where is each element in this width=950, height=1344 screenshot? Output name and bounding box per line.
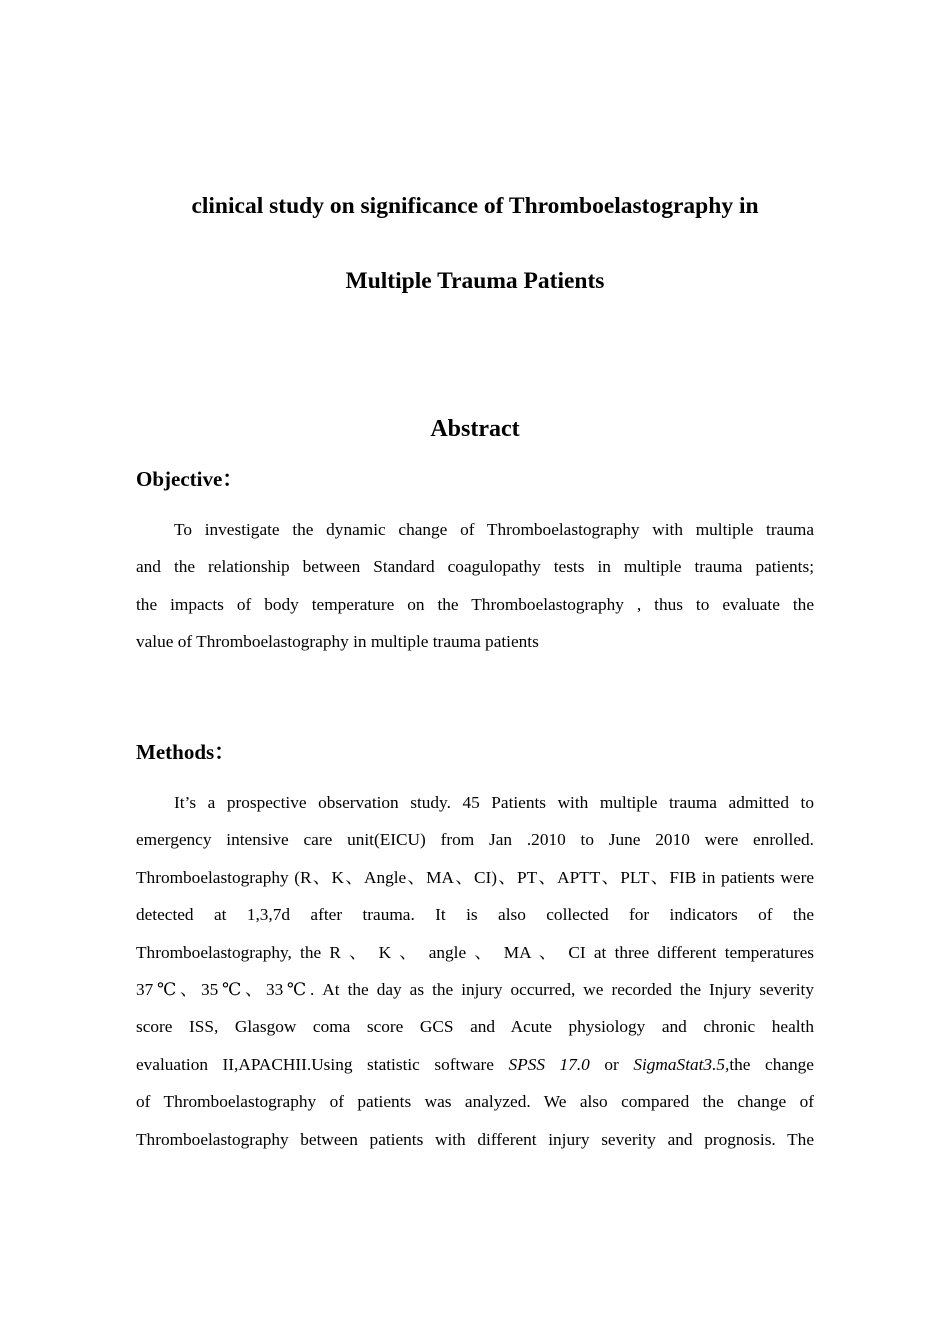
methods-text: or <box>589 1054 634 1074</box>
methods-line: Thromboelastography between patients with different injury severity and prognosis. The <box>136 1129 814 1149</box>
software-name-sigmastat: SigmaStat3.5, <box>633 1054 730 1074</box>
methods-line: 37℃、35℃、33℃. At the day as the injury occurred, we recorded the Injury severity <box>136 979 814 999</box>
methods-paragraph <box>136 791 814 1165</box>
objective-heading: Objective： <box>136 467 244 491</box>
methods-text: evaluation II,APACHII.Using statistic software <box>136 1054 509 1074</box>
methods-line: Thromboelastography, the R 、 K 、 angle 、 MA 、 CI at three different temperatures <box>136 942 814 962</box>
methods-line-software <box>136 1053 814 1090</box>
objective-paragraph <box>136 518 814 668</box>
methods-line: of Thromboelastography of patients was analyzed. We also compared the change of <box>136 1092 814 1112</box>
methods-line: detected at 1,3,7d after trauma. It is also collected for indicators of the <box>136 905 814 925</box>
objective-line: value of Thromboelastography in multiple trauma patients <box>136 632 539 652</box>
methods-line: emergency intensive care unit(EICU) from Jan .2010 to June 2010 were enrolled. <box>136 830 814 850</box>
abstract-heading: Abstract <box>430 416 520 442</box>
objective-line: and the relationship between Standard coagulopathy tests in multiple trauma patients; <box>136 557 814 577</box>
software-name-spss: SPSS 17.0 <box>508 1054 590 1074</box>
objective-line: the impacts of body temperature on the Thromboelastography , thus to evaluate the <box>136 594 814 614</box>
methods-line: It’s a prospective observation study. 45 Patients with multiple trauma admitted to <box>174 793 814 812</box>
methods-text: the change <box>729 1054 814 1074</box>
methods-line: score ISS, Glasgow coma score GCS and Acute physiology and chronic health <box>136 1017 814 1037</box>
paper-title-line-2: Multiple Trauma Patients <box>345 268 605 294</box>
paper-title-line-1: clinical study on significance of Thromboelastography in <box>191 193 759 219</box>
methods-line: Thromboelastography (R、K、Angle、MA、CI)、PT、APTT、PLT、FIB in patients were <box>136 867 814 887</box>
methods-heading: Methods： <box>136 740 236 764</box>
objective-line: To investigate the dynamic change of Thromboelastography with multiple trauma <box>174 520 814 539</box>
